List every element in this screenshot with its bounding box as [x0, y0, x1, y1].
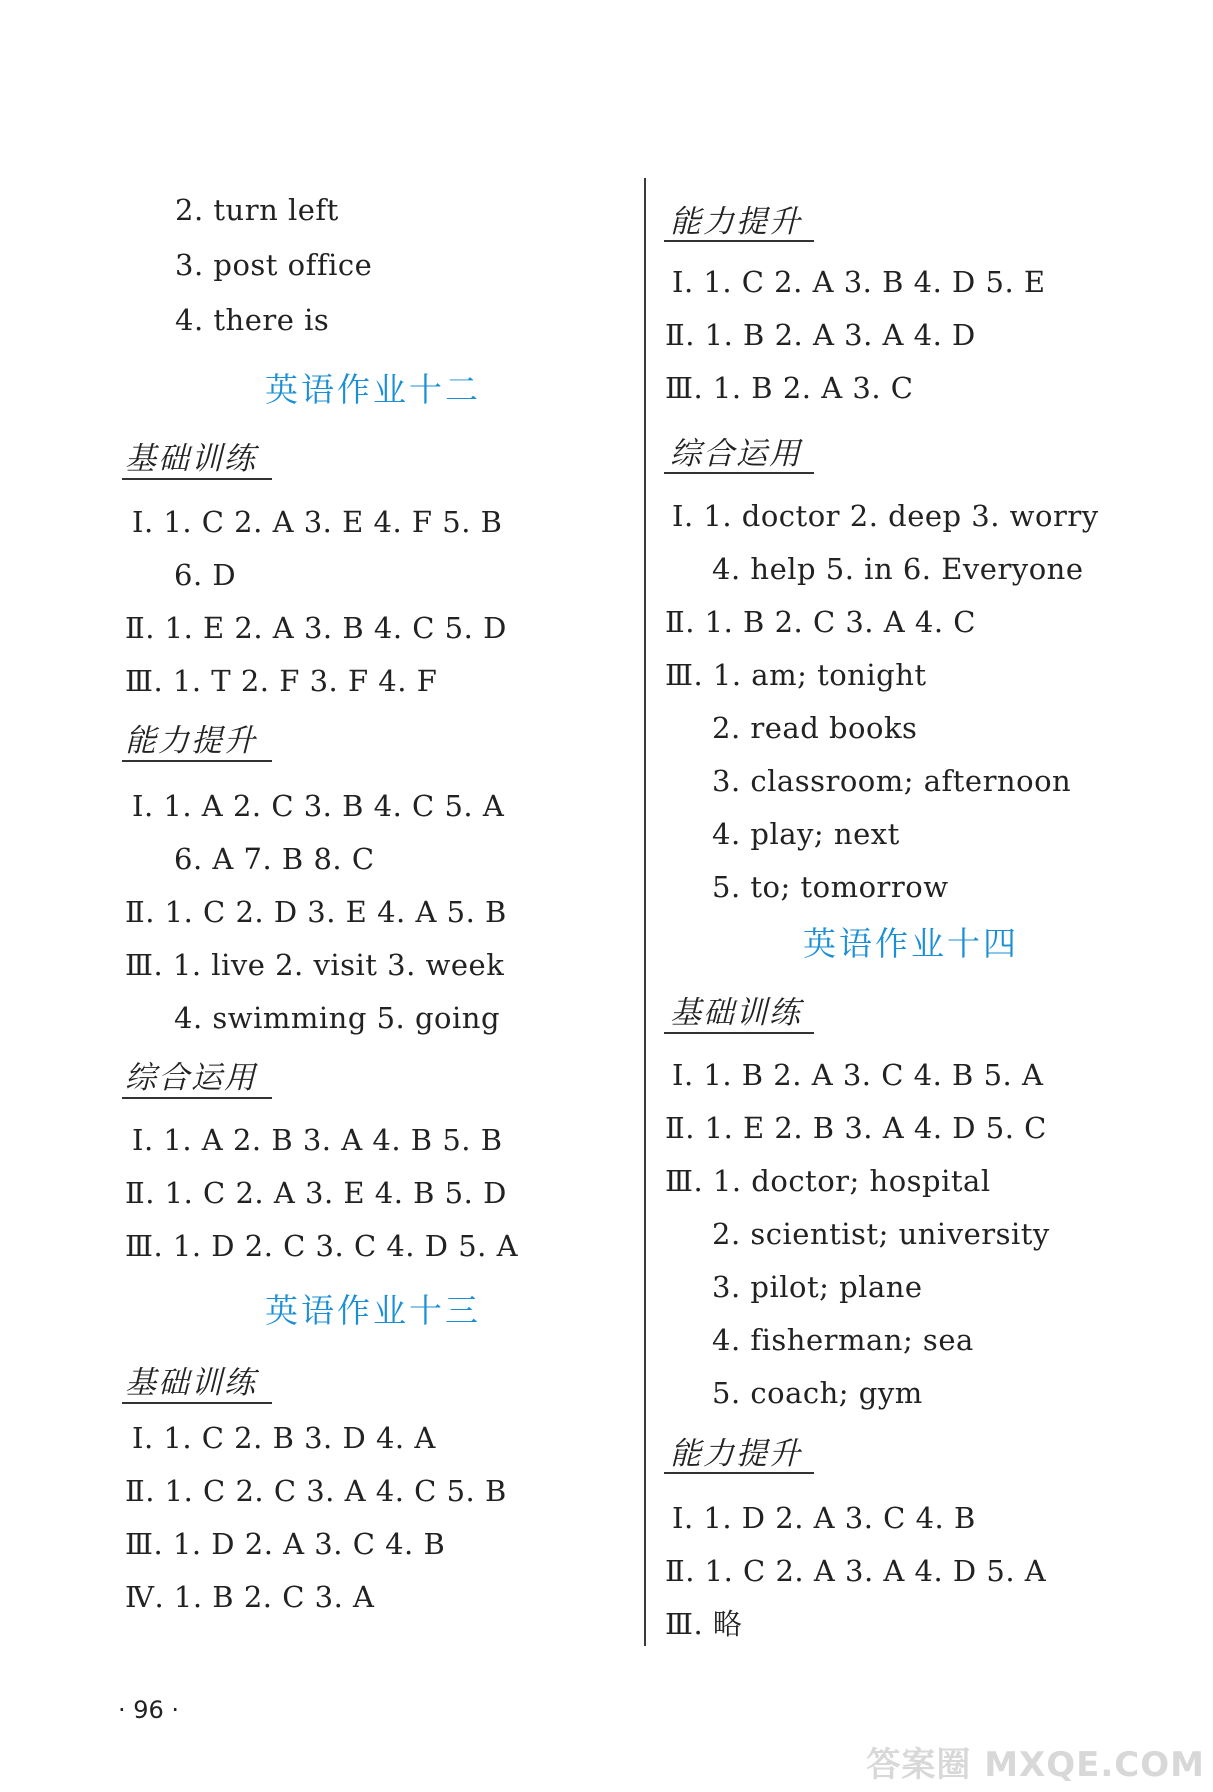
answer-line: Ⅲ. 1. D 2. A 3. C 4. B — [125, 1527, 446, 1561]
subhead-zonghe: 综合运用 — [670, 436, 802, 472]
answer-line: 4. play; next — [712, 817, 900, 851]
watermark-logo: 答案圈 MXQE.COM — [866, 1745, 1205, 1785]
subhead-jichu: 基础训练 — [125, 441, 257, 477]
answer-line: Ⅲ. 1. B 2. A 3. C — [665, 371, 914, 405]
answer-line: Ⅲ. 1. doctor; hospital — [665, 1164, 991, 1198]
section-title-14: 英语作业十四 — [803, 924, 1019, 963]
answer-line: 4. fisherman; sea — [712, 1323, 974, 1357]
section-title-12: 英语作业十二 — [265, 370, 481, 409]
page-number: · 96 · — [118, 1696, 180, 1724]
answer-line: Ⅰ. 1. doctor 2. deep 3. worry — [672, 499, 1099, 533]
subhead-underline — [122, 1097, 272, 1099]
subhead-nengli: 能力提升 — [670, 204, 802, 240]
answer-line: Ⅲ. 1. am; tonight — [665, 658, 927, 692]
answer-line: Ⅲ. 1. T 2. F 3. F 4. F — [125, 664, 438, 698]
answer-line: Ⅰ. 1. A 2. C 3. B 4. C 5. A — [132, 789, 505, 823]
answer-line: Ⅱ. 1. C 2. C 3. A 4. C 5. B — [125, 1474, 507, 1508]
subhead-zonghe: 综合运用 — [125, 1060, 257, 1096]
answer-line: Ⅱ. 1. B 2. C 3. A 4. C — [665, 605, 976, 639]
answer-line: 2. read books — [712, 711, 918, 745]
subhead-jichu: 基础训练 — [670, 995, 802, 1031]
answer-line: 4. swimming 5. going — [174, 1001, 501, 1035]
answer-line: 5. coach; gym — [712, 1376, 923, 1410]
subhead-jichu: 基础训练 — [125, 1365, 257, 1401]
answer-line: 2. turn left — [175, 193, 339, 227]
answer-line: Ⅰ. 1. C 2. A 3. B 4. D 5. E — [672, 265, 1046, 299]
answer-line: Ⅰ. 1. C 2. B 3. D 4. A — [132, 1421, 436, 1455]
column-divider — [644, 178, 646, 1646]
answer-line: 3. post office — [175, 248, 373, 282]
answer-line: Ⅰ. 1. D 2. A 3. C 4. B — [672, 1501, 976, 1535]
subhead-nengli: 能力提升 — [670, 1436, 802, 1472]
answer-line: Ⅲ. 略 — [665, 1607, 743, 1641]
answer-line: 3. pilot; plane — [712, 1270, 923, 1304]
subhead-underline — [664, 1032, 814, 1034]
answer-line: 2. scientist; university — [712, 1217, 1050, 1251]
subhead-underline — [664, 1472, 814, 1474]
section-title-13: 英语作业十三 — [265, 1291, 481, 1330]
answer-line: Ⅰ. 1. B 2. A 3. C 4. B 5. A — [672, 1058, 1044, 1092]
answer-line: 5. to; tomorrow — [712, 870, 949, 904]
answer-line: Ⅱ. 1. E 2. A 3. B 4. C 5. D — [125, 611, 507, 645]
answer-line: Ⅲ. 1. D 2. C 3. C 4. D 5. A — [125, 1229, 519, 1263]
answer-line: 3. classroom; afternoon — [712, 764, 1072, 798]
answer-line: Ⅰ. 1. C 2. A 3. E 4. F 5. B — [132, 505, 503, 539]
answer-line: 6. D — [174, 558, 237, 592]
subhead-underline — [122, 478, 272, 480]
answer-line: Ⅱ. 1. E 2. B 3. A 4. D 5. C — [665, 1111, 1047, 1145]
answer-line: 4. there is — [175, 303, 330, 337]
answer-line: Ⅳ. 1. B 2. C 3. A — [125, 1580, 375, 1614]
subhead-underline — [122, 1402, 272, 1404]
subhead-underline — [664, 472, 814, 474]
answer-line: Ⅱ. 1. C 2. A 3. A 4. D 5. A — [665, 1554, 1047, 1588]
subhead-underline — [122, 760, 272, 762]
answer-line: Ⅱ. 1. C 2. D 3. E 4. A 5. B — [125, 895, 507, 929]
answer-line: 6. A 7. B 8. C — [174, 842, 375, 876]
answer-line: Ⅱ. 1. B 2. A 3. A 4. D — [665, 318, 976, 352]
answer-line: Ⅱ. 1. C 2. A 3. E 4. B 5. D — [125, 1176, 507, 1210]
answer-line: Ⅰ. 1. A 2. B 3. A 4. B 5. B — [132, 1123, 503, 1157]
answer-line: 4. help 5. in 6. Everyone — [712, 552, 1084, 586]
subhead-nengli: 能力提升 — [125, 723, 257, 759]
subhead-underline — [664, 240, 814, 242]
answer-line: Ⅲ. 1. live 2. visit 3. week — [125, 948, 505, 982]
